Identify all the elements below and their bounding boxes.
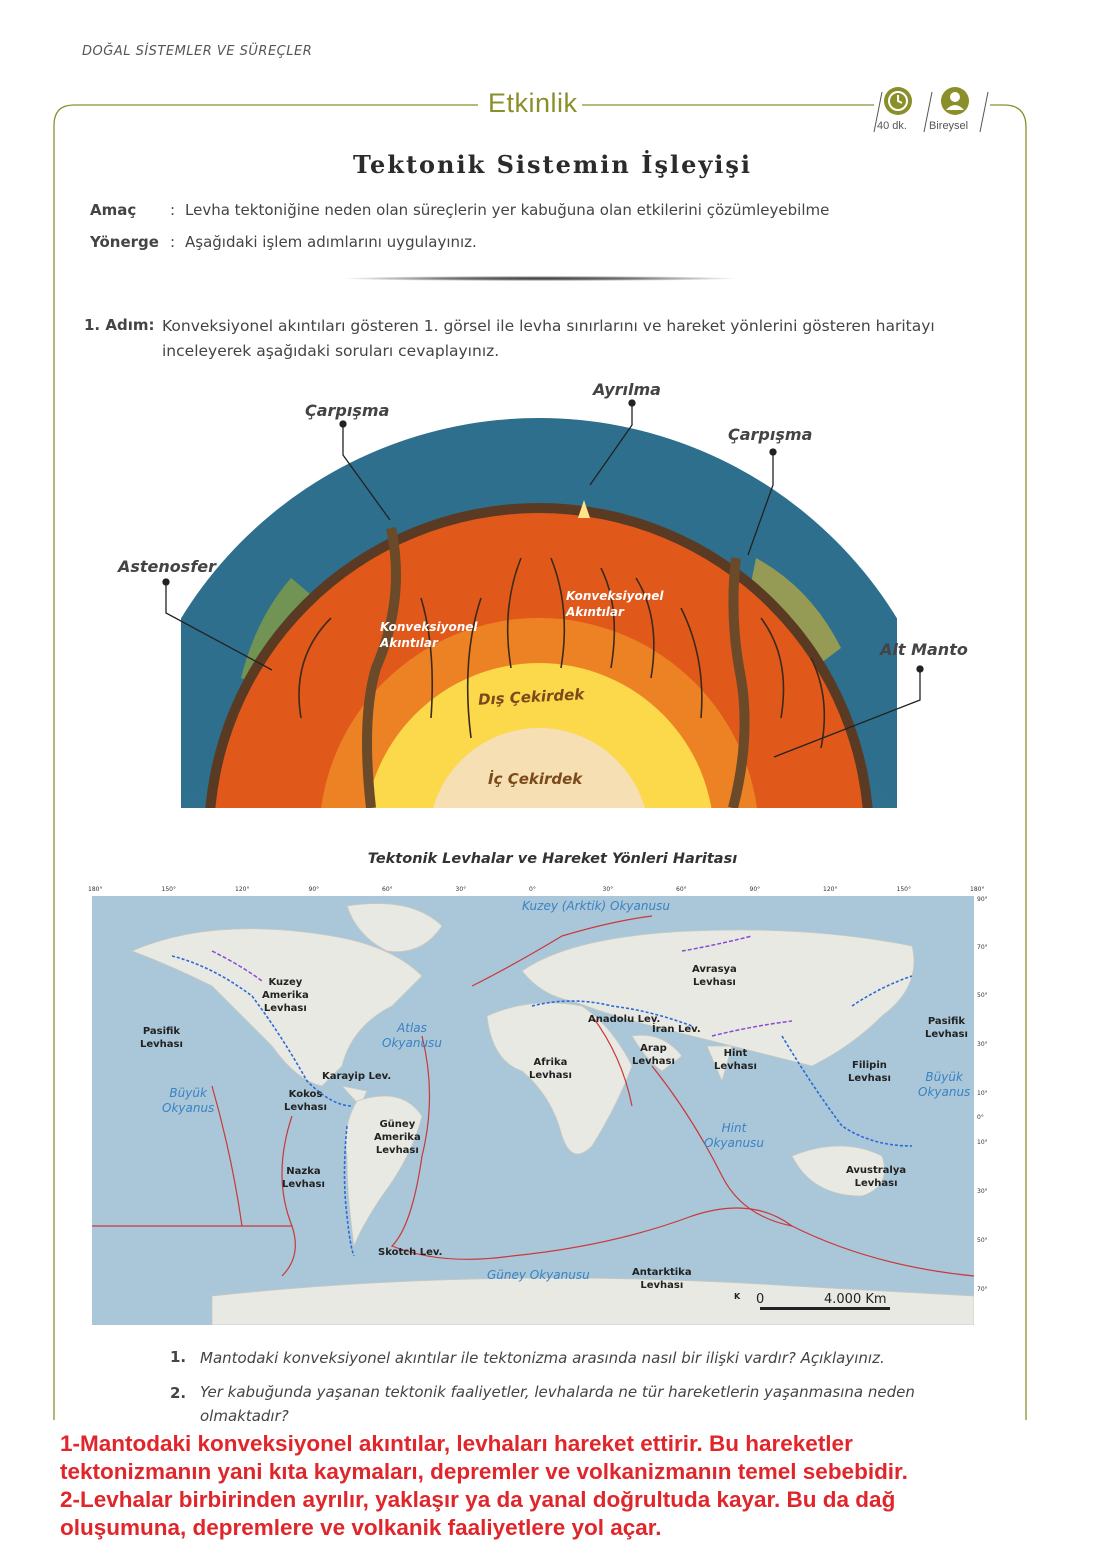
- map-top-degree: 90°: [308, 886, 320, 893]
- map-top-degree: 180°: [88, 886, 103, 893]
- earth-illustration: [181, 418, 897, 808]
- antarctica-plate-label: Antarktika Levhası: [632, 1267, 692, 1291]
- anatolia-plate-label: Anadolu Lev.: [588, 1014, 661, 1025]
- australia-plate-label: Avustralya Levhası: [846, 1165, 907, 1189]
- duration-label: 40 dk.: [877, 120, 907, 132]
- outer-core-label: Dış Çekirdek: [477, 685, 585, 709]
- map-right-degree: 10°: [977, 1090, 988, 1097]
- answer-line-2: tektonizmanın yani kıta kaymaları, depremler ve volkanizmanın temel sebebidir.: [60, 1459, 908, 1484]
- asthenosphere-label: Astenosfer: [118, 557, 217, 576]
- philippine-plate-label: Filipin Levhası: [848, 1060, 891, 1084]
- pacific-plate-left-label: Pasifik Levhası: [140, 1026, 183, 1050]
- map-top-degree: 120°: [235, 886, 250, 893]
- section-header: DOĞAL SİSTEMLER VE SÜREÇLER: [82, 44, 313, 59]
- map-top-degree: 30°: [455, 886, 467, 893]
- mode-label: Bireysel: [929, 120, 969, 132]
- step-text: [162, 314, 1012, 364]
- map-top-degree: 90°: [749, 886, 761, 893]
- atlantic-ocean-label: Atlas Okyanusu: [382, 1021, 442, 1050]
- instruction-colon: :: [170, 233, 176, 251]
- instruction-label: Yönerge: [90, 233, 159, 251]
- answer-line-1: 1-Mantodaki konveksiyonel akıntılar, levhaları hareket ettirir. Bu hareketler: [60, 1431, 853, 1456]
- map-right-degree: 30°: [977, 1188, 988, 1195]
- collision-right-label: Çarpışma: [728, 425, 813, 444]
- activity-title: Tektonik Sistemin İşleyişi: [352, 150, 753, 179]
- question-1-text: Mantodaki konveksiyonel akıntılar ile tektonizma arasında nasıl bir ilişki vardır? Açıklayınız.: [200, 1349, 885, 1367]
- step-label: 1. Adım:: [84, 316, 155, 334]
- aim-label: Amaç: [90, 201, 137, 219]
- divergence-label: Ayrılma: [593, 380, 661, 399]
- answer-line-4: oluşumuna, depremlere ve volkanik faaliyetlere yol açar.: [60, 1515, 662, 1540]
- aim-colon: :: [170, 201, 176, 219]
- map-top-degree: 150°: [896, 886, 911, 893]
- instruction-text: Aşağıdaki işlem adımlarını uygulayınız.: [185, 233, 477, 251]
- map-right-degree: 70°: [977, 1286, 988, 1293]
- lower-mantle-label: Alt Manto: [880, 640, 968, 659]
- southern-ocean-label: Güney Okyanusu: [487, 1268, 590, 1282]
- divider: [345, 276, 735, 281]
- scale-zero: 0: [756, 1292, 765, 1307]
- pacific-ocean-right-label: Büyük Okyanus: [918, 1070, 971, 1099]
- map-right-degree: 50°: [977, 992, 988, 999]
- iran-plate-label: İran Lev.: [652, 1024, 701, 1035]
- arctic-ocean-label: Kuzey (Arktik) Okyanusu: [522, 899, 670, 913]
- pacific-plate-right-label: Pasifik Levhası: [925, 1016, 968, 1040]
- scale-bar: [760, 1307, 890, 1310]
- clock-icon: [883, 86, 913, 120]
- africa-plate-label: Afrika Levhası: [529, 1057, 572, 1081]
- pacific-ocean-left-label: Büyük Okyanus: [162, 1086, 215, 1115]
- map-right-degree: 90°: [977, 896, 988, 903]
- indian-ocean-label: Hint Okyanusu: [704, 1121, 764, 1150]
- step-text-line1: Konveksiyonel akıntıları gösteren 1. görsel ile levha sınırlarını ve hareket yönlerini gösteren haritayı: [162, 317, 935, 335]
- map-top-degree: 30°: [602, 886, 614, 893]
- person-icon: [940, 86, 970, 120]
- cocos-plate-label: Kokos Levhası: [284, 1089, 327, 1113]
- map-right-degree: 50°: [977, 1237, 988, 1244]
- south-america-plate-label: Güney Amerika Levhası: [374, 1119, 421, 1156]
- map-right-degrees: [976, 896, 990, 1325]
- scale-value: 4.000 Km: [824, 1292, 887, 1307]
- answer-line-3: 2-Levhalar birbirinden ayrılır, yaklaşır ya da yanal doğrultuda kayar. Bu da dağ: [60, 1487, 896, 1512]
- answer-text: [60, 1430, 1080, 1542]
- convection-right-label: Konveksiyonel Akıntılar: [566, 589, 664, 619]
- collision-left-label: Çarpışma: [305, 401, 390, 420]
- map-top-degree: 180°: [970, 886, 985, 893]
- map-top-degrees: [88, 886, 985, 896]
- aim-text: Levha tektoniğine neden olan süreçlerin yer kabuğuna olan etkilerini çözümleyebilme: [185, 201, 830, 219]
- arabia-plate-label: Arap Levhası: [632, 1043, 675, 1067]
- tectonic-map: [92, 896, 974, 1325]
- map-right-degree: 30°: [977, 1041, 988, 1048]
- eurasia-plate-label: Avrasya Levhası: [692, 964, 737, 988]
- india-plate-label: Hint Levhası: [714, 1048, 757, 1072]
- question-2-number: 2.: [170, 1384, 187, 1402]
- question-2-text: Yer kabuğunda yaşanan tektonik faaliyetler, levhalarda ne tür hareketlerin yaşanmasına neden olmaktadır?: [200, 1383, 915, 1425]
- inner-core-label: İç Çekirdek: [488, 770, 583, 788]
- map-right-degree: 70°: [977, 944, 988, 951]
- convection-left-label: Konveksiyonel Akıntılar: [380, 620, 478, 650]
- question-1-number: 1.: [170, 1348, 187, 1366]
- nazca-plate-label: Nazka Levhası: [282, 1166, 325, 1190]
- map-top-degree: 120°: [823, 886, 838, 893]
- caribbean-plate-label: Karayip Lev.: [322, 1071, 392, 1082]
- activity-label: Etkinlik: [488, 88, 578, 118]
- scotia-plate-label: Skotch Lev.: [378, 1247, 443, 1258]
- map-right-degree: 10°: [977, 1139, 988, 1146]
- map-right-degree: 0°: [977, 1114, 984, 1121]
- map-top-degree: 0°: [529, 886, 536, 893]
- map-top-degree: 150°: [161, 886, 176, 893]
- map-title: Tektonik Levhalar ve Hareket Yönleri Haritası: [367, 851, 738, 867]
- map-top-degree: 60°: [676, 886, 687, 893]
- north-arrow-icon: K: [734, 1292, 741, 1301]
- map-top-degree: 60°: [382, 886, 393, 893]
- north-america-plate-label: Kuzey Amerika Levhası: [262, 977, 309, 1014]
- step-text-line2: inceleyerek aşağıdaki soruları cevaplayınız.: [162, 342, 500, 360]
